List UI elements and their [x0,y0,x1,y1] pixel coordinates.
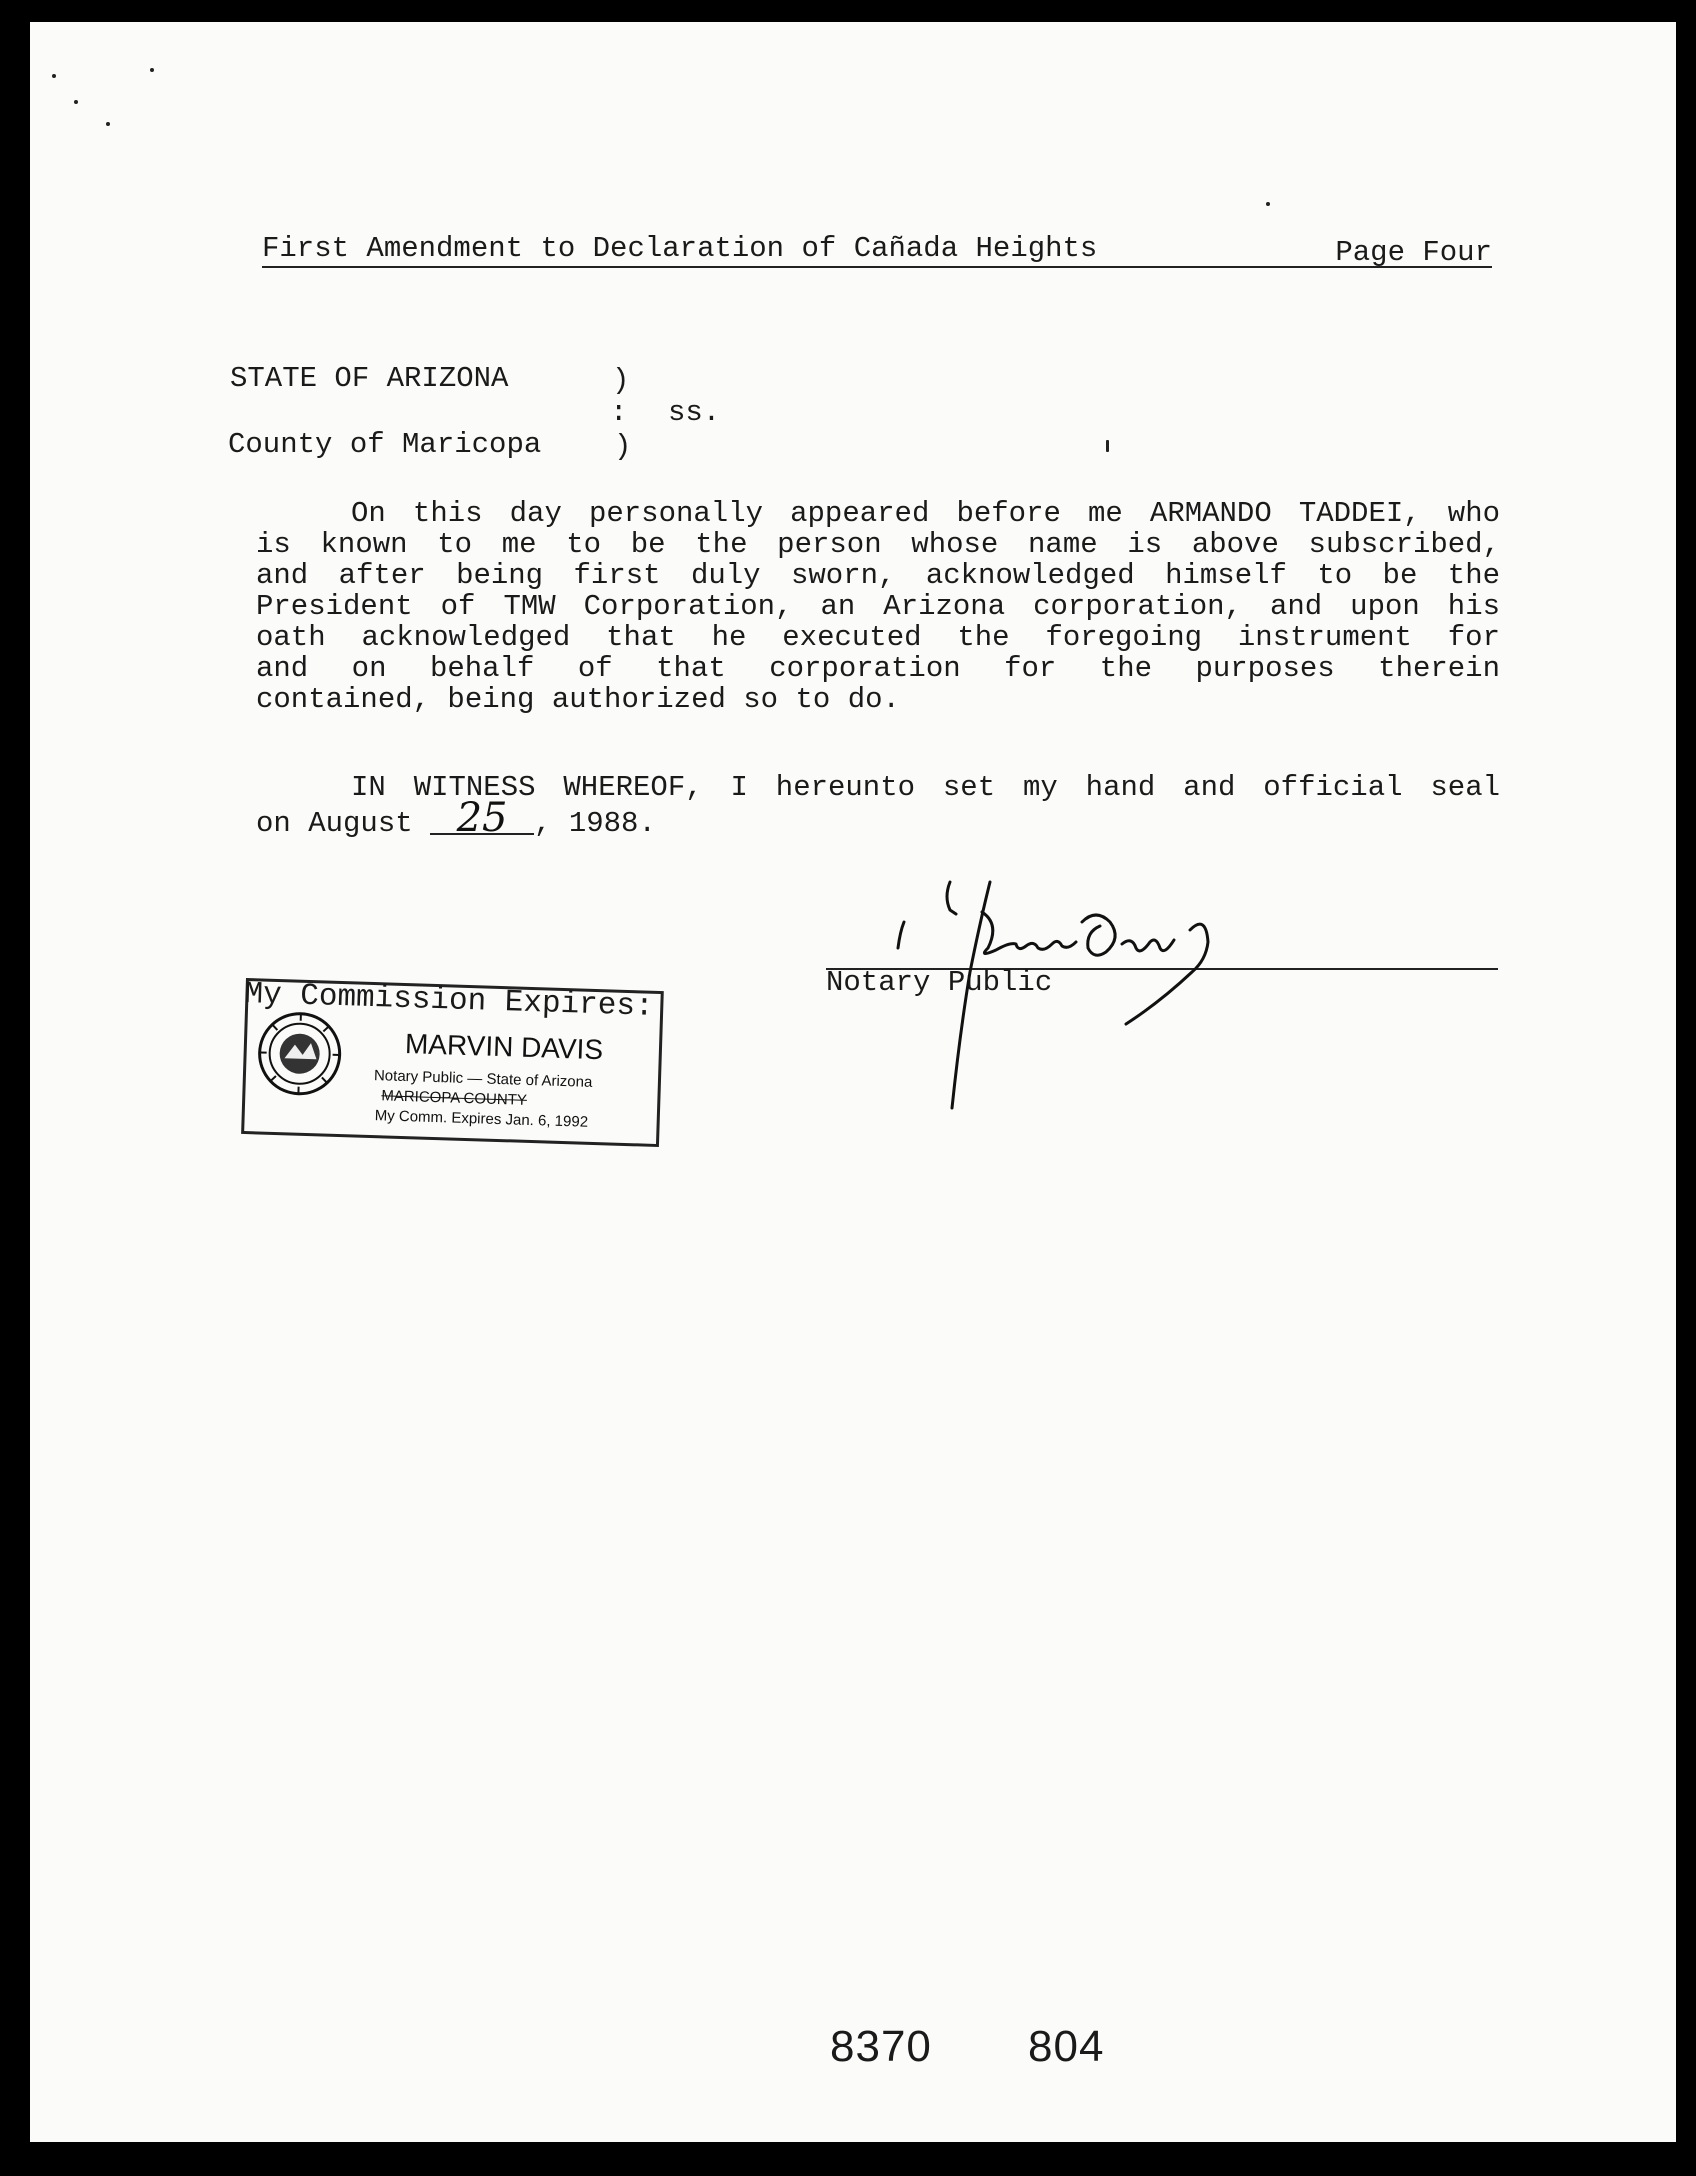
handwritten-day: 25 [430,803,534,835]
notary-public-label: Notary Public [826,966,1053,999]
scan-speck [1106,440,1109,452]
venue-county-paren: ) [614,430,632,463]
stamp-notary-name: MARVIN DAVIS [404,1028,604,1066]
page-header [262,230,1492,268]
ack-line: oath acknowledged that he executed the foregoing instrument for [256,621,1500,654]
ack-line: President of TMW Corporation, an Arizona corporation, and upon his [256,590,1500,623]
state-seal-icon [253,1007,346,1100]
date-suffix: , 1988. [534,807,656,840]
venue-state: STATE OF ARIZONA [230,362,509,395]
venue-ss: ss. [668,396,721,429]
ack-line: On this day personally appeared before me ARMANDO TADDEI, who [351,497,1500,530]
stamp-line-county: MARICOPA COUNTY [381,1087,528,1109]
stamp-commission-header: My Commission Expires: [243,976,655,1025]
witness-line: IN WITNESS WHEREOF, I hereunto set my hand and official seal [351,771,1500,804]
acknowledgment-paragraph [256,498,1500,715]
stamp-line-state: Notary Public — State of Arizona [373,1067,593,1091]
ack-line: is known to me to be the person whose name is above subscribed, [256,528,1500,561]
ack-line: and on behalf of that corporation for the purposes therein [256,652,1500,685]
notary-signature [860,852,1300,1132]
scan-speck [1266,202,1270,206]
document-number-part1: 8370 [830,2022,932,2071]
venue-county: County of Maricopa [228,428,542,461]
scan-speck [52,74,56,78]
notary-stamp [241,978,664,1147]
venue-colon: : [610,396,628,429]
witness-clause [256,772,1500,839]
scan-speck [74,100,78,104]
venue-state-paren: ) [612,364,630,397]
document-number-part2: 804 [1028,2022,1105,2071]
witness-date-line [256,795,1500,841]
scan-speck [150,68,154,72]
date-prefix: on August [256,807,431,840]
ack-line: contained, being authorized so to do. [256,683,900,716]
document-page [30,22,1676,2142]
ack-line: and after being first duly sworn, acknowledged himself to be the [256,559,1500,592]
document-title: First Amendment to Declaration of Cañada Heights [262,232,1098,265]
page-number-label: Page Four [1335,236,1492,269]
scan-speck [106,122,110,126]
stamp-line-expiry: My Comm. Expires Jan. 6, 1992 [374,1107,589,1131]
